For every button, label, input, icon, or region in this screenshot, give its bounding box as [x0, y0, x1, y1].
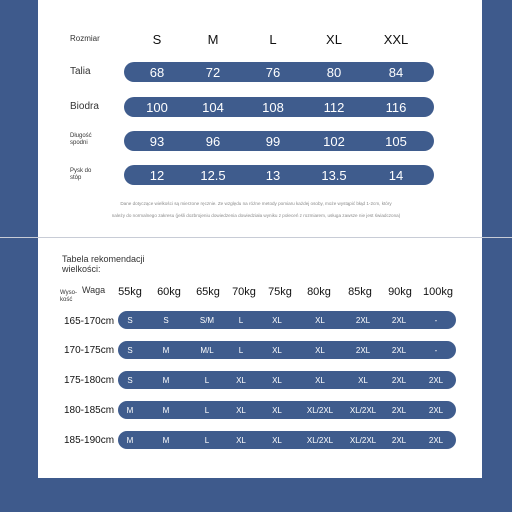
recommend-value: 2XL	[428, 376, 444, 385]
recommend-value: 2XL	[355, 316, 371, 325]
recommend-value: S	[127, 316, 133, 325]
recommend-value: XL/2XL	[306, 436, 334, 445]
size-value: 84	[388, 65, 404, 80]
height-label: 170-175cm	[64, 345, 115, 356]
recommend-value: 2XL	[391, 436, 407, 445]
recommend-value: XL	[272, 376, 282, 385]
recommend-value: M	[162, 406, 170, 415]
recommend-value: XL	[272, 436, 282, 445]
size-value: 13	[265, 168, 281, 183]
size-header-m: M	[207, 32, 219, 47]
recommend-value: M	[162, 376, 170, 385]
height-label: 180-185cm	[64, 405, 115, 416]
weight-header: 80kg	[307, 286, 331, 298]
recommend-value: XL	[236, 376, 246, 385]
size-header-l: L	[269, 32, 277, 47]
recommend-value: 2XL	[391, 406, 407, 415]
recommend-value: L	[204, 406, 210, 415]
recommend-value: M	[162, 346, 170, 355]
size-value: 99	[265, 134, 281, 149]
recommendation-title: Tabela rekomendacji wielkości:	[62, 254, 145, 274]
measurement-note-line1: Dane dotyczące wielkości są mierzone ręcznie. Ze względu na różne metody pomiaru każdej osoby, może wystąpić błąd 1-2cm, który	[120, 201, 392, 206]
recommend-value: XL/2XL	[306, 406, 334, 415]
recommend-value: L	[238, 316, 244, 325]
recommend-value: XL	[236, 406, 246, 415]
size-header-xxl: XXL	[383, 32, 409, 47]
size-header-s: S	[152, 32, 162, 47]
recommend-value: 2XL	[428, 436, 444, 445]
size-value: 12.5	[200, 168, 226, 183]
recommend-value: S	[163, 316, 169, 325]
size-value: 14	[388, 168, 404, 183]
recommend-value: L	[238, 346, 244, 355]
size-value: 93	[149, 134, 165, 149]
bottom-frame	[0, 478, 512, 512]
size-value: 80	[326, 65, 342, 80]
recommend-value: XL	[315, 346, 325, 355]
left-frame	[0, 0, 38, 512]
size-value: 108	[262, 100, 284, 115]
weight-header: 70kg	[232, 286, 256, 298]
weight-header: 55kg	[118, 286, 142, 298]
size-value: 76	[265, 65, 281, 80]
size-value: 104	[202, 100, 224, 115]
recommend-value: 2XL	[428, 406, 444, 415]
recommend-value: M	[162, 436, 170, 445]
weight-header: 85kg	[348, 286, 372, 298]
size-value: 102	[323, 134, 345, 149]
recommend-value: L	[204, 436, 210, 445]
size-value: 105	[385, 134, 407, 149]
size-value: 96	[205, 134, 221, 149]
right-frame	[482, 0, 512, 512]
recommend-value: M	[126, 406, 134, 415]
recommend-value: XL	[358, 376, 368, 385]
recommend-value: M	[126, 436, 134, 445]
corner-weight-label: Waga	[82, 285, 106, 295]
size-row-label-dlugosc: Długość spodni	[70, 133, 92, 146]
size-row-label-biodra: Biodra	[70, 101, 99, 112]
recommend-value: -	[434, 316, 438, 325]
size-value: 112	[323, 100, 345, 115]
size-value: 68	[149, 65, 165, 80]
size-row-label: Rozmiar	[70, 34, 100, 43]
recommend-value: -	[434, 346, 438, 355]
recommend-value: XL/2XL	[349, 436, 377, 445]
recommend-value: XL/2XL	[349, 406, 377, 415]
size-header-xl: XL	[326, 32, 342, 47]
size-value: 100	[146, 100, 168, 115]
height-label: 165-170cm	[64, 316, 115, 327]
recommend-value: XL	[315, 376, 325, 385]
recommend-value: XL	[315, 316, 325, 325]
measurement-note-line2: należy do normalnego zakresu (jeśli dozbrojeniu dowiedzenia dowiedziała wyniku z poleceń z rozmiarem, usługa zawsze nie jest świadczona)	[111, 213, 401, 218]
recommend-value: 2XL	[391, 376, 407, 385]
weight-header: 100kg	[423, 286, 453, 298]
size-row-label-pysk: Pysk do stóp	[70, 168, 92, 181]
size-value: 116	[385, 100, 407, 115]
recommend-value: L	[204, 376, 210, 385]
section-divider	[0, 237, 512, 238]
recommend-value: S	[127, 346, 133, 355]
size-row-label-talia: Talia	[70, 66, 91, 77]
recommend-value: XL	[272, 406, 282, 415]
weight-header: 60kg	[157, 286, 181, 298]
weight-header: 75kg	[268, 286, 292, 298]
recommend-value: S/M	[199, 316, 215, 325]
recommend-value: 2XL	[391, 316, 407, 325]
recommend-value: 2XL	[391, 346, 407, 355]
weight-header: 90kg	[388, 286, 412, 298]
corner-height-label: Wyso-kość	[60, 290, 77, 303]
recommend-value: XL	[236, 436, 246, 445]
recommend-value: XL	[272, 316, 282, 325]
height-label: 175-180cm	[64, 375, 115, 386]
recommend-value: S	[127, 376, 133, 385]
recommend-value: XL	[272, 346, 282, 355]
weight-header: 65kg	[196, 286, 220, 298]
size-value: 13.5	[321, 168, 347, 183]
recommend-value: 2XL	[355, 346, 371, 355]
recommend-value: M/L	[200, 346, 214, 355]
size-value: 12	[149, 168, 165, 183]
height-label: 185-190cm	[64, 435, 115, 446]
size-value: 72	[205, 65, 221, 80]
